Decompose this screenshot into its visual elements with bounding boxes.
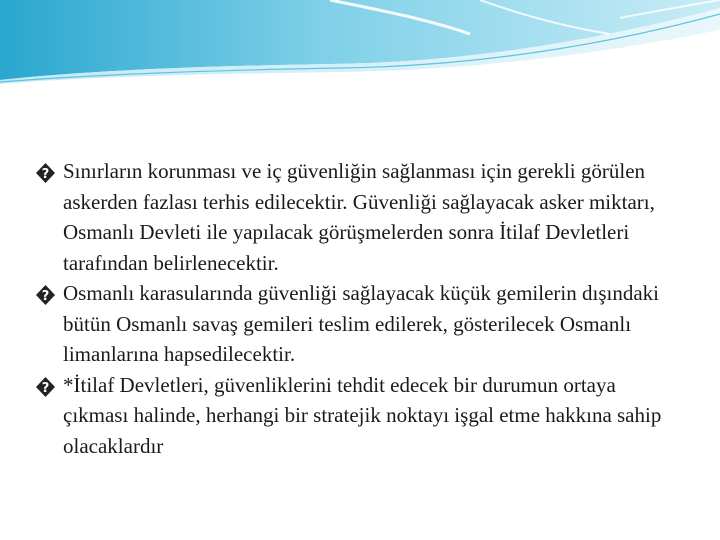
header-wave-decoration [0, 0, 720, 90]
bullet-item-3 [36, 370, 686, 462]
svg-text:?: ? [41, 289, 50, 304]
bullet-replacement-glyph-icon [36, 375, 55, 395]
bullet-text: Osmanlı karasularında güvenliği sağlayacak küçük gemilerin dışındaki bütün Osmanlı savaş gemileri teslim edilerek, gösterilecek Osmanlı limanlarına hapsedilecektir. [63, 281, 659, 366]
bullet-text: *İtilaf Devletleri, güvenliklerini tehdit edecek bir durumun ortaya çıkması halinde, herhangi bir stratejik noktayı işgal etme hakkına sahip olacaklardır [63, 372, 662, 458]
svg-text:?: ? [41, 167, 50, 182]
bullet-replacement-glyph-icon [36, 161, 55, 181]
bullet-item-1 [36, 156, 686, 278]
slide-body [36, 156, 686, 461]
bullet-replacement-glyph-icon [36, 283, 55, 303]
bullet-item-2 [36, 278, 686, 370]
svg-text:?: ? [41, 380, 50, 396]
bullet-text: Sınırların korunması ve iç güvenliğin sağlanması için gerekli görülen askerden fazlası terhis edilecektir. Güvenliği sağlayacak asker miktarı, Osmanlı Devleti ile yapılacak görüşmelerden sonra İtilaf Devletleri tarafından belirlenecektir. [63, 159, 655, 275]
